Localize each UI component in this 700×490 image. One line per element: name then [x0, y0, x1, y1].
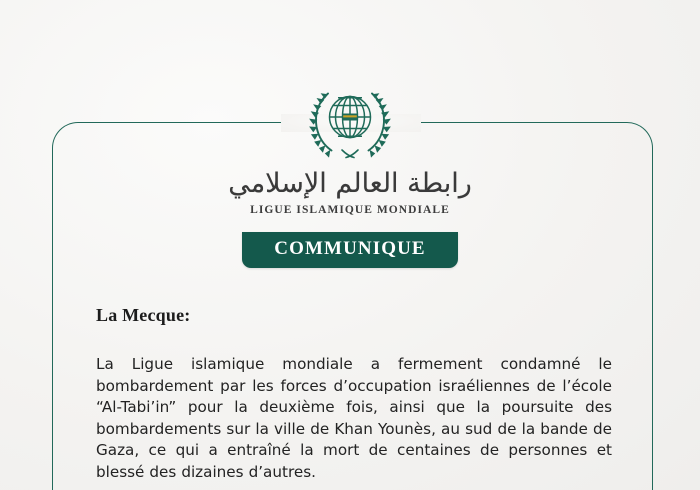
- communique-badge: COMMUNIQUE: [242, 232, 457, 268]
- arabic-organization-title: رابطة العالم الإسلامي: [228, 168, 472, 199]
- dateline: La Mecque:: [96, 305, 191, 325]
- document-body: [96, 305, 612, 483]
- latin-organization-title: LIGUE ISLAMIQUE MONDIALE: [250, 204, 450, 217]
- globe-wreath-icon: [302, 84, 398, 162]
- statement-paragraph: La Ligue islamique mondiale a fermement condamné le bombardement par les forces d’occupation israéliennes de l’école “Al-Tabi’in” pour la deuxième fois, ainsi que la poursuite des bombardements sur la ville de Khan Younès, au sud de la bande de Gaza, ce qui a entraîné la mort de centaines de personnes et blessé des dizaines d’autres.: [96, 355, 612, 481]
- muslim-world-league-emblem: [302, 84, 398, 162]
